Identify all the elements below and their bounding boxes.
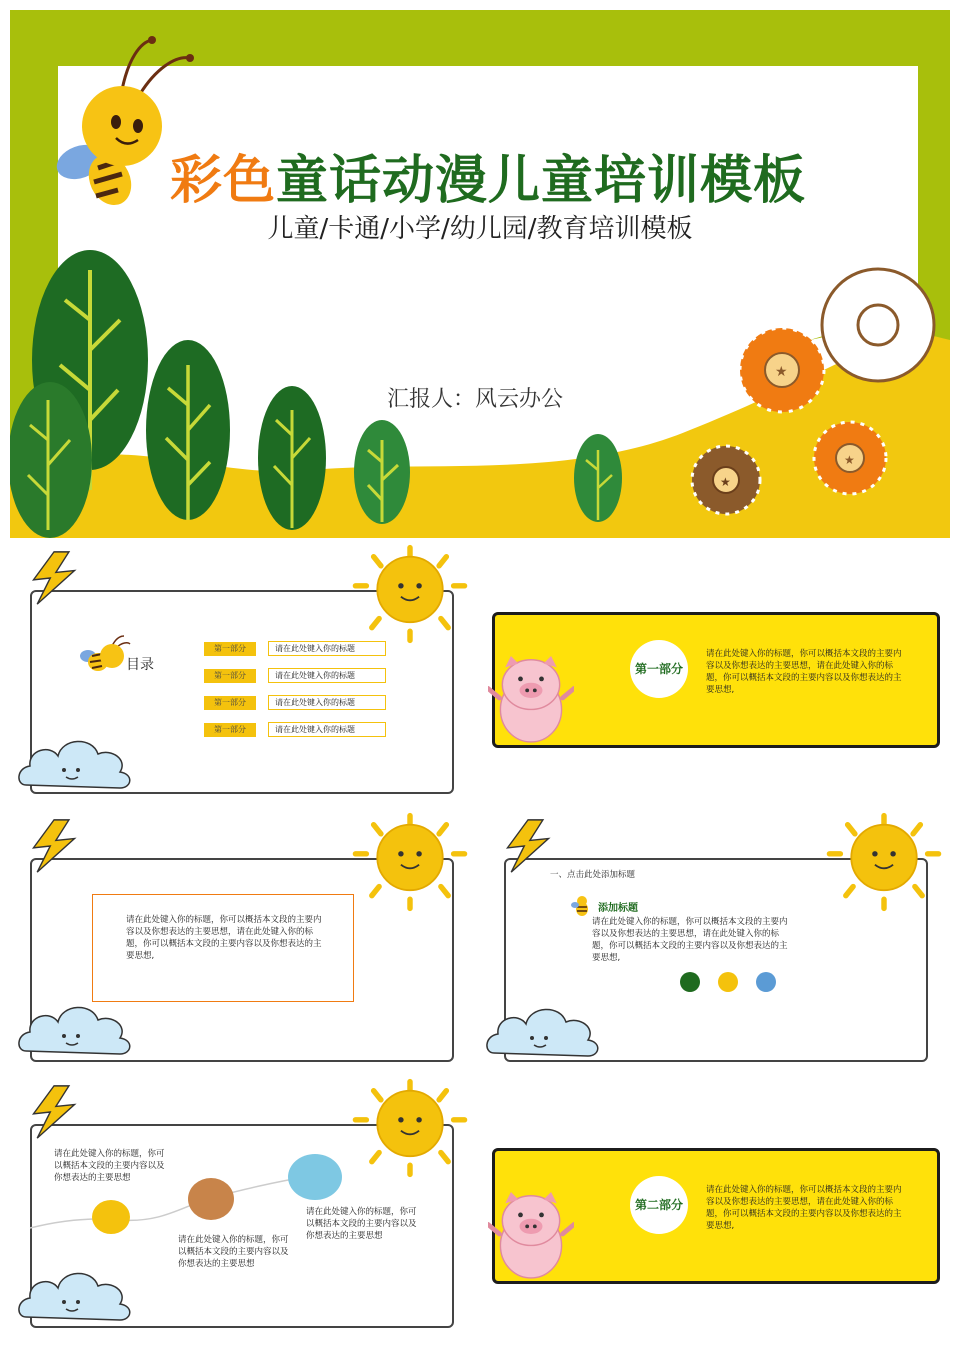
svg-text:★: ★ — [775, 364, 788, 380]
section-slide-1 — [484, 544, 954, 802]
color-dot — [718, 972, 738, 992]
toc-item[interactable]: 请在此处键入你的标题 — [268, 641, 386, 656]
timeline-circle — [92, 1200, 130, 1234]
toc-title: 目录 — [126, 657, 154, 673]
add-title-slide — [484, 812, 954, 1070]
pig-icon — [488, 648, 574, 748]
toc-tag: 第一部分 — [204, 669, 256, 683]
sun-icon — [814, 812, 954, 912]
cover-subtitle: 儿童/卡通/小学/幼儿园/教育培训模板 — [267, 214, 693, 244]
slide-subheading: 添加标题 — [598, 903, 638, 914]
sun-icon — [340, 812, 480, 912]
lightning-icon — [500, 818, 556, 874]
content-text: 请在此处键入你的标题，你可以概括本文段的主要内容以及你想表达的主要思想，请在此处键入你的标题，你可以概括本文段的主要内容以及你想表达的主要思想, — [126, 915, 322, 961]
cover-title-rest: 童话动漫儿童培训模板 — [276, 151, 807, 211]
timeline-text: 请在此处键入你的标题，你可以概括本文段的主要内容以及你想表达的主要思想 — [306, 1207, 417, 1241]
svg-text:★: ★ — [844, 453, 855, 467]
color-dot — [756, 972, 776, 992]
svg-text:★: ★ — [720, 475, 731, 489]
section-badge: 第一部分 — [630, 640, 688, 698]
color-dot — [680, 972, 700, 992]
section-slide-2 — [484, 1078, 954, 1336]
timeline-circle — [288, 1154, 342, 1200]
section-text: 请在此处键入你的标题，你可以概括本文段的主要内容以及你想表达的主要思想，请在此处键入你的标题，你可以概括本文段的主要内容以及你想表达的主要思想, — [706, 1185, 902, 1231]
toc-tag: 第一部分 — [204, 642, 256, 656]
toc-item[interactable]: 请在此处键入你的标题 — [268, 722, 386, 737]
lightning-icon — [26, 550, 82, 606]
sun-icon — [340, 544, 480, 644]
cloud-icon — [16, 996, 136, 1056]
cover-title-highlight: 彩色 — [170, 151, 277, 211]
cover-illustration — [10, 10, 950, 538]
content-text: 请在此处键入你的标题，你可以概括本文段的主要内容以及你想表达的主要思想，请在此处键入你的标题，你可以概括本文段的主要内容以及你想表达的主要思想, — [592, 917, 788, 963]
flower-icon — [822, 269, 934, 381]
toc-tag: 第一部分 — [204, 696, 256, 710]
bee-icon — [570, 894, 594, 918]
cover-reporter: 汇报人：风云办公 — [387, 387, 564, 412]
cover-slide — [10, 10, 950, 538]
pig-icon — [488, 1184, 574, 1284]
content-slide — [10, 812, 480, 1070]
slide-heading: 一、点击此处添加标题 — [550, 870, 636, 880]
section-badge: 第二部分 — [630, 1176, 688, 1234]
timeline-circle — [188, 1178, 234, 1220]
timeline-slide — [10, 1078, 480, 1336]
toc-slide — [10, 544, 480, 802]
toc-item[interactable]: 请在此处键入你的标题 — [268, 695, 386, 710]
cloud-icon — [16, 730, 136, 790]
timeline-text: 请在此处键入你的标题，你可以概括本文段的主要内容以及你想表达的主要思想 — [178, 1235, 289, 1269]
section-text: 请在此处键入你的标题，你可以概括本文段的主要内容以及你想表达的主要思想，请在此处键入你的标题，你可以概括本文段的主要内容以及你想表达的主要思想, — [706, 649, 902, 695]
cover-title — [170, 138, 806, 213]
timeline-text: 请在此处键入你的标题，你可以概括本文段的主要内容以及你想表达的主要思想 — [54, 1149, 165, 1183]
lightning-icon — [26, 818, 82, 874]
cloud-icon — [484, 998, 604, 1058]
toc-item[interactable]: 请在此处键入你的标题 — [268, 668, 386, 683]
toc-tag: 第一部分 — [204, 723, 256, 737]
